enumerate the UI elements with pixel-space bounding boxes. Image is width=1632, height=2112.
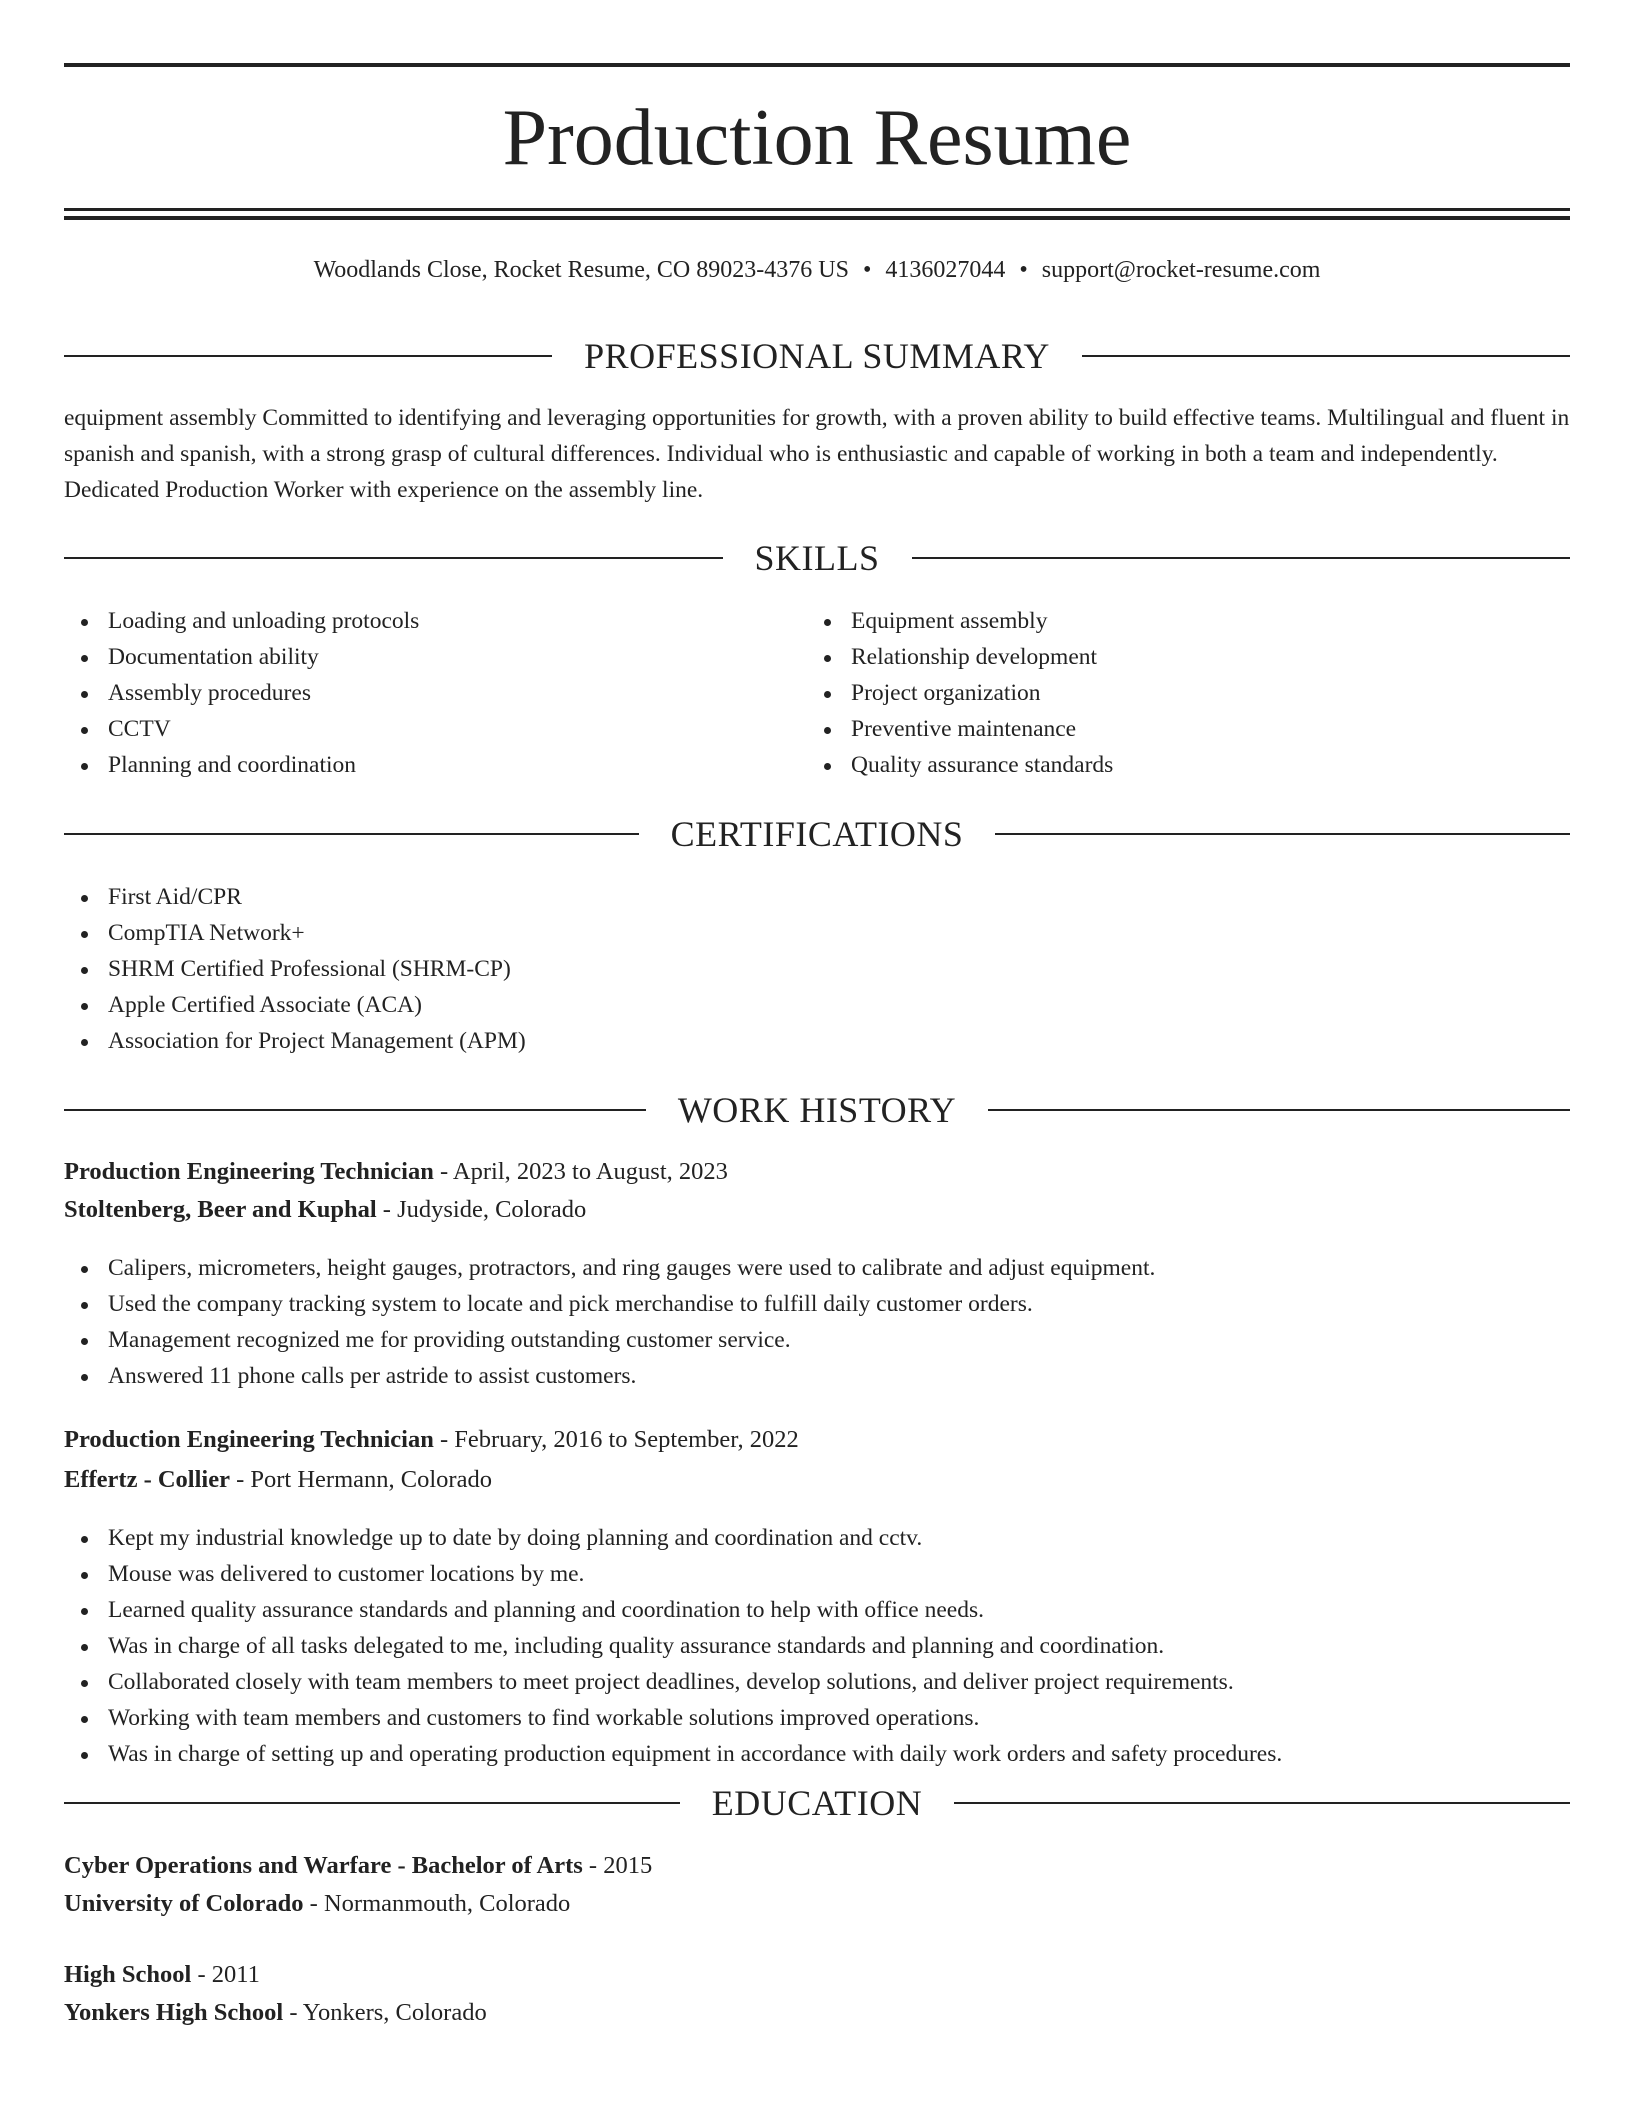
skill-item: CCTV [64, 711, 804, 747]
skill-item: Documentation ability [64, 639, 804, 675]
job-title-line [64, 1421, 1570, 1459]
job-bullet: Collaborated closely with team members to meet project deadlines, develop solutions, and deliver project requirements. [64, 1664, 1570, 1700]
contact-email: support@rocket-resume.com [1041, 257, 1321, 283]
education-degree-line [64, 1956, 1570, 1994]
top-rule [64, 63, 1570, 67]
skill-item: Preventive maintenance [807, 711, 1547, 747]
job-title: Production Engineering Technician [64, 1426, 434, 1453]
certifications-list [64, 879, 1570, 1059]
dash: - [382, 1196, 391, 1223]
section-heading-label: WORK HISTORY [677, 1090, 957, 1130]
job-location: Port Hermann, Colorado [250, 1466, 492, 1493]
dash: - [439, 1158, 449, 1185]
education-degree: High School [64, 1961, 192, 1988]
job-bullet: Was in charge of setting up and operating production equipment in accordance with daily work orders and safety procedures. [64, 1736, 1570, 1772]
education-school-line [64, 1885, 1570, 1923]
skill-item: Quality assurance standards [807, 747, 1547, 783]
job-bullet: Used the company tracking system to locate and pick merchandise to fulfill daily customer orders. [64, 1286, 1570, 1322]
dash: - [309, 1890, 318, 1917]
certification-item: First Aid/CPR [64, 879, 1570, 915]
section-heading-label: EDUCATION [711, 1783, 923, 1823]
job-dates: February, 2016 to September, 2022 [454, 1426, 799, 1453]
certification-item: Association for Project Management (APM) [64, 1023, 1570, 1059]
job-bullet: Mouse was delivered to customer locations by me. [64, 1556, 1570, 1592]
section-heading-label: PROFESSIONAL SUMMARY [584, 336, 1050, 376]
education-school: Yonkers High School [64, 1999, 284, 2026]
job-dates: April, 2023 to August, 2023 [452, 1158, 728, 1185]
section-heading-label: SKILLS [754, 538, 880, 578]
job-bullet: Learned quality assurance standards and planning and coordination to help with office needs. [64, 1592, 1570, 1628]
education-year: 2015 [603, 1852, 653, 1879]
contact-phone: 4136027044 [885, 257, 1006, 283]
job-bullets [64, 1250, 1570, 1394]
contact-line [64, 254, 1570, 286]
job-bullet: Answered 11 phone calls per astride to assist customers. [64, 1358, 1570, 1394]
section-heading-work-history [64, 1088, 1570, 1132]
skill-item: Loading and unloading protocols [64, 603, 804, 639]
dash: - [439, 1426, 449, 1453]
education-year: 2011 [211, 1961, 260, 1988]
resume-title: Production Resume [502, 94, 1132, 182]
job-bullets [64, 1520, 1570, 1772]
job-company-line [64, 1191, 1570, 1229]
education-school: University of Colorado [64, 1890, 304, 1917]
skills-list-right [807, 603, 1547, 783]
job-bullet: Was in charge of all tasks delegated to me, including quality assurance standards and planning and coordination. [64, 1628, 1570, 1664]
dash: - [236, 1466, 245, 1493]
section-heading-label: CERTIFICATIONS [670, 814, 964, 854]
skill-item: Planning and coordination [64, 747, 804, 783]
professional-summary-text: equipment assembly Committed to identifying and leveraging opportunities for growth, with a proven ability to build effective teams. Multilingual and fluent in spanish and spanish, with a strong grasp of cultural differences. Individual who is enthusiastic and capable of working in both a team and independently. Dedicated Production Worker with experience on the assembly line. [64, 405, 1570, 503]
certification-item: Apple Certified Associate (ACA) [64, 987, 1570, 1023]
skill-item: Assembly procedures [64, 675, 804, 711]
skill-item: Relationship development [807, 639, 1547, 675]
dash: - [197, 1961, 206, 1988]
job-company: Stoltenberg, Beer and Kuphal [64, 1196, 377, 1223]
skill-item: Project organization [807, 675, 1547, 711]
job-title-line [64, 1153, 1570, 1191]
education-location: Yonkers, Colorado [302, 1999, 487, 2026]
job-title: Production Engineering Technician [64, 1158, 434, 1185]
education-degree-line [64, 1847, 1570, 1885]
title-double-rule [64, 208, 1570, 220]
job-company-line [64, 1461, 1570, 1499]
education-degree: Cyber Operations and Warfare - Bachelor of Arts [64, 1852, 583, 1879]
skill-item: Equipment assembly [807, 603, 1547, 639]
job-bullet: Working with team members and customers to find workable solutions improved operations. [64, 1700, 1570, 1736]
certification-item: SHRM Certified Professional (SHRM-CP) [64, 951, 1570, 987]
job-bullet: Management recognized me for providing outstanding customer service. [64, 1322, 1570, 1358]
education-school-line [64, 1994, 1570, 2032]
dash: - [588, 1852, 598, 1879]
job-bullet: Calipers, micrometers, height gauges, protractors, and ring gauges were used to calibrate and adjust equipment. [64, 1250, 1570, 1286]
job-company: Effertz - Collier [64, 1466, 230, 1493]
job-bullet: Kept my industrial knowledge up to date by doing planning and coordination and cctv. [64, 1520, 1570, 1556]
section-heading-certifications [64, 812, 1570, 856]
job-location: Judyside, Colorado [397, 1196, 587, 1223]
certification-item: CompTIA Network+ [64, 915, 1570, 951]
contact-address: Woodlands Close, Rocket Resume, CO 89023-4376 US [313, 257, 849, 283]
contact-separator: • [1019, 257, 1028, 283]
dash: - [289, 1999, 298, 2026]
education-location: Normanmouth, Colorado [323, 1890, 571, 1917]
section-heading-skills [64, 536, 1570, 580]
section-heading-summary [64, 334, 1570, 378]
contact-separator: • [862, 257, 872, 283]
skills-list-left [64, 603, 804, 783]
section-heading-education [64, 1781, 1570, 1825]
